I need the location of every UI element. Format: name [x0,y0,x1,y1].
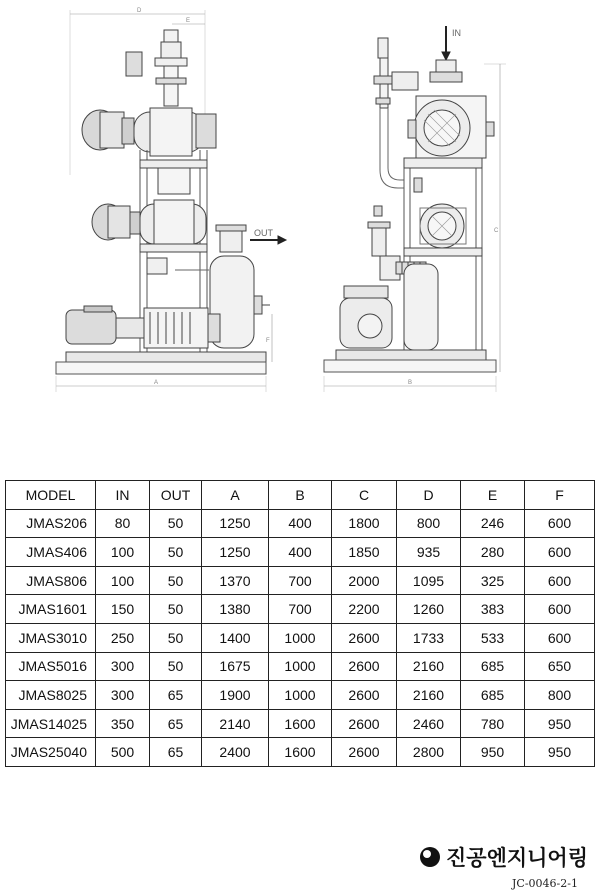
table-cell: 65 [150,738,202,767]
table-cell: 650 [525,652,595,681]
table-cell: 150 [96,595,150,624]
table-cell: 2800 [397,738,461,767]
table-cell: 2400 [202,738,269,767]
table-cell: 685 [461,681,525,710]
table-cell: 50 [150,595,202,624]
column-header: OUT [150,481,202,510]
table-cell: 50 [150,509,202,538]
dim-e-label: E [186,18,191,24]
table-cell: 2600 [332,738,397,767]
table-row [6,566,595,595]
dim-f-label: F [266,338,270,344]
table-cell: 50 [150,652,202,681]
table-cell: 65 [150,709,202,738]
in-label: IN [452,28,461,38]
table-cell: 600 [525,595,595,624]
table-cell: 2160 [397,681,461,710]
dim-c-label: C [494,228,499,234]
table-cell: 600 [525,566,595,595]
table-cell: 246 [461,509,525,538]
table-row [6,595,595,624]
front-view [56,8,286,392]
model-cell: JMAS806 [6,566,96,595]
brand-name: 진공엔지니어링 [446,846,589,870]
table-cell: 383 [461,595,525,624]
table-cell: 685 [461,652,525,681]
table-cell: 700 [269,566,332,595]
table-cell: 100 [96,566,150,595]
table-cell: 300 [96,652,150,681]
table-row [6,538,595,567]
column-header: E [461,481,525,510]
table-cell: 600 [525,509,595,538]
table-cell: 600 [525,538,595,567]
column-header: MODEL [6,481,96,510]
table-cell: 1260 [397,595,461,624]
table-cell: 950 [525,709,595,738]
table-cell: 1600 [269,709,332,738]
table-cell: 100 [96,538,150,567]
column-header: IN [96,481,150,510]
model-cell: JMAS25040 [6,738,96,767]
column-header: A [202,481,269,510]
dim-d-label: D [137,8,142,14]
table-cell: 533 [461,623,525,652]
table-cell: 1000 [269,681,332,710]
table-cell: 65 [150,681,202,710]
table-cell: 50 [150,538,202,567]
model-cell: JMAS406 [6,538,96,567]
table-cell: 1000 [269,652,332,681]
table-cell: 50 [150,566,202,595]
table-cell: 780 [461,709,525,738]
table-cell: 1095 [397,566,461,595]
table-cell: 800 [397,509,461,538]
table-cell: 325 [461,566,525,595]
table-row [6,709,595,738]
table-cell: 935 [397,538,461,567]
table-cell: 1000 [269,623,332,652]
table-cell: 1380 [202,595,269,624]
side-view [324,26,506,392]
column-header: C [332,481,397,510]
table-row [6,652,595,681]
model-cell: JMAS8025 [6,681,96,710]
table-cell: 1850 [332,538,397,567]
table-cell: 2600 [332,652,397,681]
table-cell: 2600 [332,709,397,738]
table-cell: 1900 [202,681,269,710]
table-cell: 1250 [202,538,269,567]
table-cell: 1400 [202,623,269,652]
spec-table [5,480,595,767]
table-cell: 1675 [202,652,269,681]
table-cell: 600 [525,623,595,652]
column-header: B [269,481,332,510]
table-cell: 2140 [202,709,269,738]
table-cell: 1600 [269,738,332,767]
table-cell: 1370 [202,566,269,595]
model-cell: JMAS3010 [6,623,96,652]
table-cell: 950 [461,738,525,767]
table-cell: 250 [96,623,150,652]
column-header: D [397,481,461,510]
technical-drawing [0,0,600,420]
table-body [6,509,595,766]
table-cell: 2600 [332,681,397,710]
model-cell: JMAS5016 [6,652,96,681]
table-row [6,623,595,652]
document-code: JC-0046-2-1 [512,877,578,890]
table-cell: 1733 [397,623,461,652]
table-cell: 350 [96,709,150,738]
table-cell: 2000 [332,566,397,595]
table-cell: 1250 [202,509,269,538]
out-label: OUT [254,228,273,238]
table-cell: 400 [269,509,332,538]
table-row [6,681,595,710]
table-cell: 280 [461,538,525,567]
table-cell: 400 [269,538,332,567]
brand [420,842,588,872]
table-cell: 50 [150,623,202,652]
table-cell: 80 [96,509,150,538]
table-cell: 2160 [397,652,461,681]
table-cell: 2200 [332,595,397,624]
table-cell: 300 [96,681,150,710]
table-cell: 1800 [332,509,397,538]
circle-logo-icon [420,847,440,867]
table-row [6,738,595,767]
model-cell: JMAS1601 [6,595,96,624]
model-cell: JMAS14025 [6,709,96,738]
table-cell: 800 [525,681,595,710]
table-cell: 700 [269,595,332,624]
dim-a-label: A [154,380,159,386]
column-header: F [525,481,595,510]
model-cell: JMAS206 [6,509,96,538]
table-cell: 2600 [332,623,397,652]
table-cell: 950 [525,738,595,767]
table-cell: 2460 [397,709,461,738]
table-row [6,509,595,538]
dim-b-label: B [408,380,413,386]
table-header-row [6,481,595,510]
table-cell: 500 [96,738,150,767]
